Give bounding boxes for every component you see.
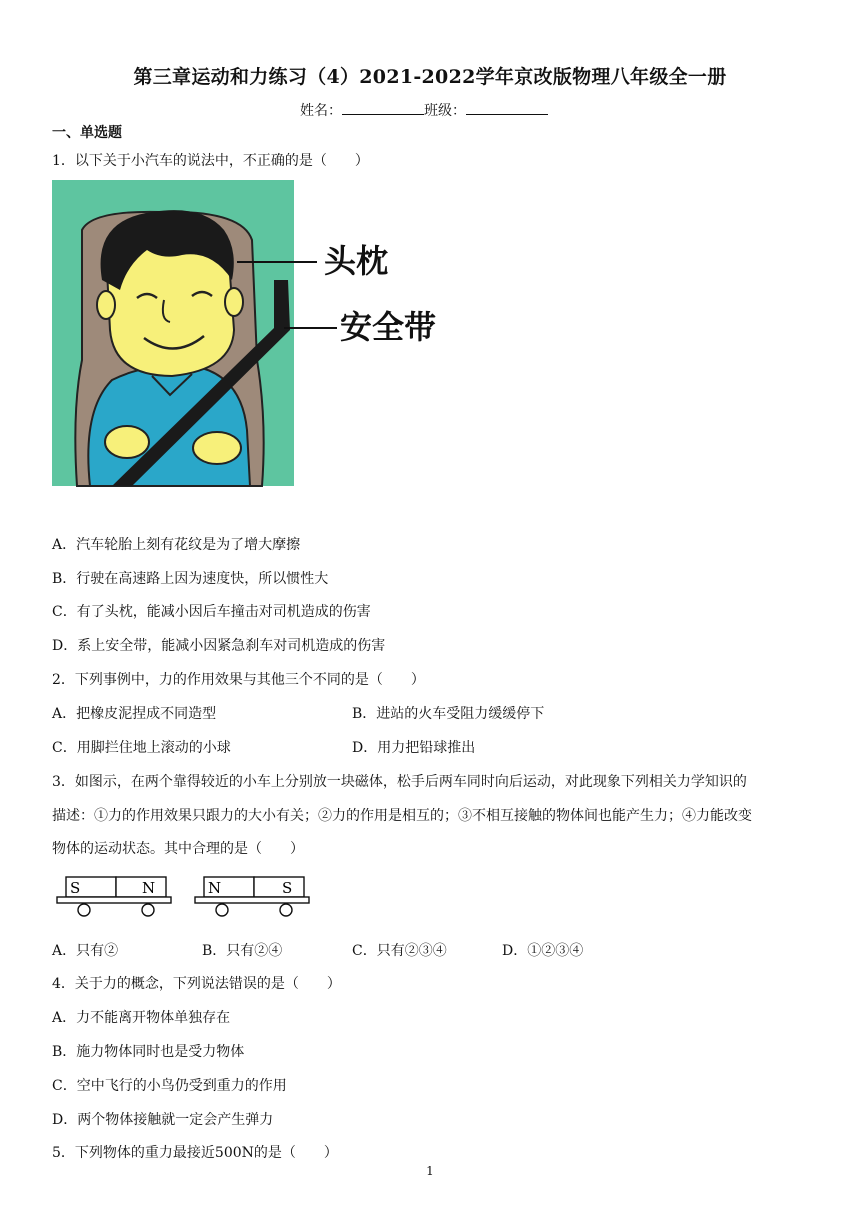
q1-option-c[interactable]: C．有了头枕，能减小因后车撞击对司机造成的伤害 <box>52 604 371 620</box>
q4-option-c[interactable]: C．空中飞行的小鸟仍受到重力的作用 <box>52 1078 287 1094</box>
q1-option-d[interactable]: D．系上安全带，能减小因紧急刹车对司机造成的伤害 <box>52 638 386 654</box>
q4-option-b[interactable]: B．施力物体同时也是受力物体 <box>52 1044 245 1060</box>
question-4-stem: 4．关于力的概念，下列说法错误的是（ ） <box>52 976 341 992</box>
page-title: 第三章运动和力练习（4）2021-2022学年京改版物理八年级全一册 <box>133 66 727 88</box>
name-blank[interactable] <box>342 102 424 115</box>
question-1-stem: 1．以下关于小汽车的说法中，不正确的是（ ） <box>52 153 369 169</box>
right-hand <box>193 432 241 464</box>
q3-option-b[interactable]: B．只有②④ <box>202 943 283 959</box>
q3-option-a[interactable]: A．只有② <box>52 943 119 959</box>
name-label: 姓名： <box>300 103 342 119</box>
question-3-stem-line-2: 描述：①力的作用效果只跟力的大小有关；②力的作用是相互的；③不相互接触的物体间也能产生力；④力能改变 <box>52 808 752 824</box>
cart-1-wheel-right <box>142 904 154 916</box>
cart-2 <box>195 877 309 916</box>
cart-1-left-pole: S <box>70 879 81 897</box>
q2-option-a[interactable]: A．把橡皮泥捏成不同造型 <box>52 706 217 722</box>
seatbelt-figure <box>52 180 452 488</box>
left-ear <box>97 291 115 319</box>
cart-2-wheel-right <box>280 904 292 916</box>
q3-option-c[interactable]: C．只有②③④ <box>352 943 447 959</box>
q2-option-c[interactable]: C．用脚拦住地上滚动的小球 <box>52 740 231 756</box>
cart-1-base <box>57 897 171 903</box>
q1-option-b[interactable]: B．行驶在高速路上因为速度快，所以惯性大 <box>52 571 329 587</box>
question-3-stem-line-1: 3．如图示，在两个靠得较近的小车上分别放一块磁体，松手后两车同时向后运动，对此现象下列相关力学知识的 <box>52 774 747 790</box>
seatbelt-label: 安全带 <box>340 308 437 346</box>
q3-option-d[interactable]: D．①②③④ <box>502 943 584 959</box>
page-number: 1 <box>426 1164 434 1178</box>
cart-1-right-pole: N <box>142 879 156 897</box>
student-info-line <box>300 100 548 120</box>
question-5-stem: 5．下列物体的重力最接近500N的是（ ） <box>52 1145 338 1161</box>
cart-2-right-pole-box <box>254 877 304 897</box>
section-heading: 一、单选题 <box>52 125 122 141</box>
cart-1-wheel-left <box>78 904 90 916</box>
q2-option-d[interactable]: D．用力把铅球推出 <box>352 740 476 756</box>
right-ear <box>225 288 243 316</box>
class-blank[interactable] <box>466 102 548 115</box>
cart-2-base <box>195 897 309 903</box>
left-hand <box>105 426 149 458</box>
q2-option-b[interactable]: B．进站的火车受阻力缓缓停下 <box>352 706 545 722</box>
cart-2-wheel-left <box>216 904 228 916</box>
question-2-stem: 2．下列事例中，力的作用效果与其他三个不同的是（ ） <box>52 672 425 688</box>
headrest-label: 头枕 <box>324 242 389 280</box>
question-3-stem-line-3: 物体的运动状态。其中合理的是（ ） <box>52 841 304 857</box>
magnet-carts-figure <box>56 876 316 920</box>
cart-2-left-pole: N <box>208 879 222 897</box>
cart-1 <box>57 877 171 916</box>
class-label: 班级： <box>424 103 466 119</box>
cart-2-right-pole: S <box>282 879 293 897</box>
q4-option-d[interactable]: D．两个物体接触就一定会产生弹力 <box>52 1112 274 1128</box>
q4-option-a[interactable]: A．力不能离开物体单独存在 <box>52 1010 231 1026</box>
q1-option-a[interactable]: A．汽车轮胎上刻有花纹是为了增大摩擦 <box>52 537 301 553</box>
cart-1-right-pole-box <box>116 877 166 897</box>
